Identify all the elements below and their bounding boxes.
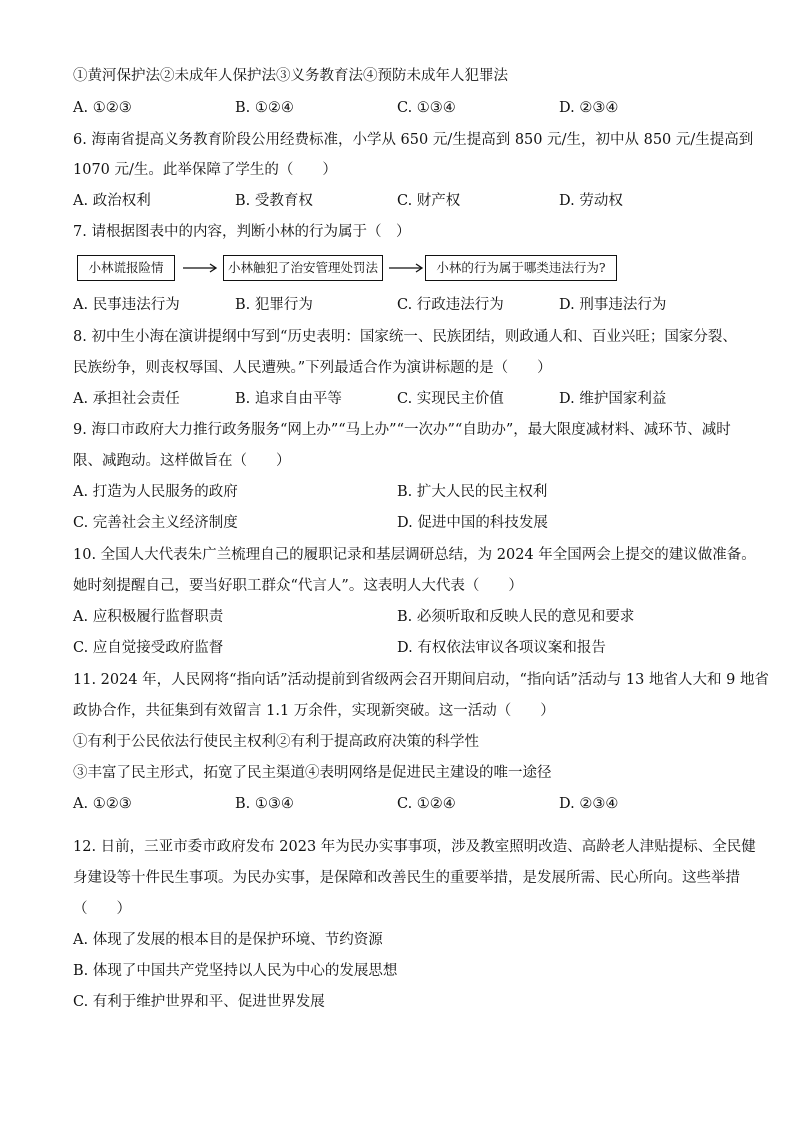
q6-stem-line1: 6. 海南省提高义务教育阶段公用经费标准，小学从 650 元/生提高到 850 元/生，初中从 850 元/生提高到 bbox=[73, 132, 754, 148]
q5-option-d[interactable]: D. ②③④ bbox=[559, 100, 619, 116]
q9-option-d[interactable]: D. 促进中国的科技发展 bbox=[397, 515, 548, 531]
q11-item-line1: ①有利于公民依法行使民主权利②有利于提高政府决策的科学性 bbox=[73, 734, 479, 750]
q12-stem-line2: 身建设等十件民生事项。为民办实事，是保障和改善民生的重要举措，是发展所需、民心所向。这些举措 bbox=[73, 870, 740, 886]
q5-option-a[interactable]: A. ①②③ bbox=[73, 100, 132, 116]
flow-box-3: 小林的行为属于哪类违法行为? bbox=[425, 255, 617, 281]
q9-option-c[interactable]: C. 完善社会主义经济制度 bbox=[73, 515, 238, 531]
q12-option-b[interactable]: B. 体现了中国共产党坚持以人民为中心的发展思想 bbox=[73, 963, 398, 979]
q7-option-d[interactable]: D. 刑事违法行为 bbox=[559, 297, 667, 313]
flow-box-2: 小林触犯了治安管理处罚法 bbox=[223, 255, 383, 281]
q11-stem-line2: 政协合作，共征集到有效留言 1.1 万余件，实现新突破。这一活动（ ） bbox=[73, 703, 555, 719]
q11-option-b[interactable]: B. ①③④ bbox=[235, 796, 294, 812]
q9-stem-line1: 9. 海口市政府大力推行政务服务“网上办”“马上办”“一次办”“自助办”，最大限度减材料、减环节、减时 bbox=[73, 422, 731, 438]
q7-option-a[interactable]: A. 民事违法行为 bbox=[73, 297, 180, 313]
q12-stem-line3: （ ） bbox=[73, 901, 131, 917]
q10-stem-line1: 10. 全国人大代表朱广兰梳理自己的履职记录和基层调研总结，为 2024 年全国两会上提交的建议做准备。 bbox=[73, 547, 756, 563]
q12-option-c[interactable]: C. 有利于维护世界和平、促进世界发展 bbox=[73, 994, 325, 1010]
q8-option-c[interactable]: C. 实现民主价值 bbox=[397, 391, 504, 407]
q9-option-a[interactable]: A. 打造为人民服务的政府 bbox=[73, 484, 238, 500]
q9-option-b[interactable]: B. 扩大人民的民主权利 bbox=[397, 484, 548, 500]
q7-option-b[interactable]: B. 犯罪行为 bbox=[235, 297, 313, 313]
q12-stem-line1: 12. 日前，三亚市委市政府发布 2023 年为民办实事事项，涉及教室照明改造、高龄老人津贴提标、全民健 bbox=[73, 839, 756, 855]
q7-stem: 7. 请根据图表中的内容，判断小林的行为属于（ ） bbox=[73, 224, 411, 240]
q6-option-d[interactable]: D. 劳动权 bbox=[559, 193, 623, 209]
q11-option-a[interactable]: A. ①②③ bbox=[73, 796, 132, 812]
q7-flowchart bbox=[77, 255, 617, 285]
q9-stem-line2: 限、减跑动。这样做旨在（ ） bbox=[73, 453, 291, 469]
q8-option-a[interactable]: A. 承担社会责任 bbox=[73, 391, 180, 407]
q11-item-line2: ③丰富了民主形式，拓宽了民主渠道④表明网络是促进民主建设的唯一途径 bbox=[73, 765, 552, 781]
q5-option-c[interactable]: C. ①③④ bbox=[397, 100, 456, 116]
q10-option-d[interactable]: D. 有权依法审议各项议案和报告 bbox=[397, 640, 606, 656]
q11-option-c[interactable]: C. ①②④ bbox=[397, 796, 456, 812]
q8-option-d[interactable]: D. 维护国家利益 bbox=[559, 391, 667, 407]
flow-box-1: 小林谎报险情 bbox=[77, 255, 175, 281]
q6-option-b[interactable]: B. 受教育权 bbox=[235, 193, 313, 209]
q7-option-c[interactable]: C. 行政违法行为 bbox=[397, 297, 504, 313]
q10-stem-line2: 她时刻提醒自己，要当好职工群众“代言人”。这表明人大代表（ ） bbox=[73, 578, 523, 594]
q8-stem-line1: 8. 初中生小海在演讲提纲中写到“历史表明：国家统一、民族团结，则政通人和、百业兴旺；国家分裂、 bbox=[73, 329, 737, 345]
q5-items: ①黄河保护法②未成年人保护法③义务教育法④预防未成年人犯罪法 bbox=[73, 68, 508, 84]
q6-option-a[interactable]: A. 政治权利 bbox=[73, 193, 151, 209]
q10-option-c[interactable]: C. 应自觉接受政府监督 bbox=[73, 640, 224, 656]
q11-option-d[interactable]: D. ②③④ bbox=[559, 796, 619, 812]
arrow-right-icon bbox=[389, 267, 425, 269]
q10-option-b[interactable]: B. 必须听取和反映人民的意见和要求 bbox=[397, 609, 635, 625]
q11-stem-line1: 11. 2024 年，人民网将“指向话”活动提前到省级两会召开期间启动，“指向话”活动与 13 地省人大和 9 地省 bbox=[73, 672, 769, 688]
q12-option-a[interactable]: A. 体现了发展的根本目的是保护环境、节约资源 bbox=[73, 932, 383, 948]
q6-stem-line2: 1070 元/生。此举保障了学生的（ ） bbox=[73, 162, 337, 178]
q8-option-b[interactable]: B. 追求自由平等 bbox=[235, 391, 342, 407]
q6-option-c[interactable]: C. 财产权 bbox=[397, 193, 461, 209]
q5-option-b[interactable]: B. ①②④ bbox=[235, 100, 294, 116]
q8-stem-line2: 民族纷争，则丧权辱国、人民遭殃。”下列最适合作为演讲标题的是（ ） bbox=[73, 360, 552, 376]
q10-option-a[interactable]: A. 应积极履行监督职责 bbox=[73, 609, 224, 625]
arrow-right-icon bbox=[183, 267, 219, 269]
